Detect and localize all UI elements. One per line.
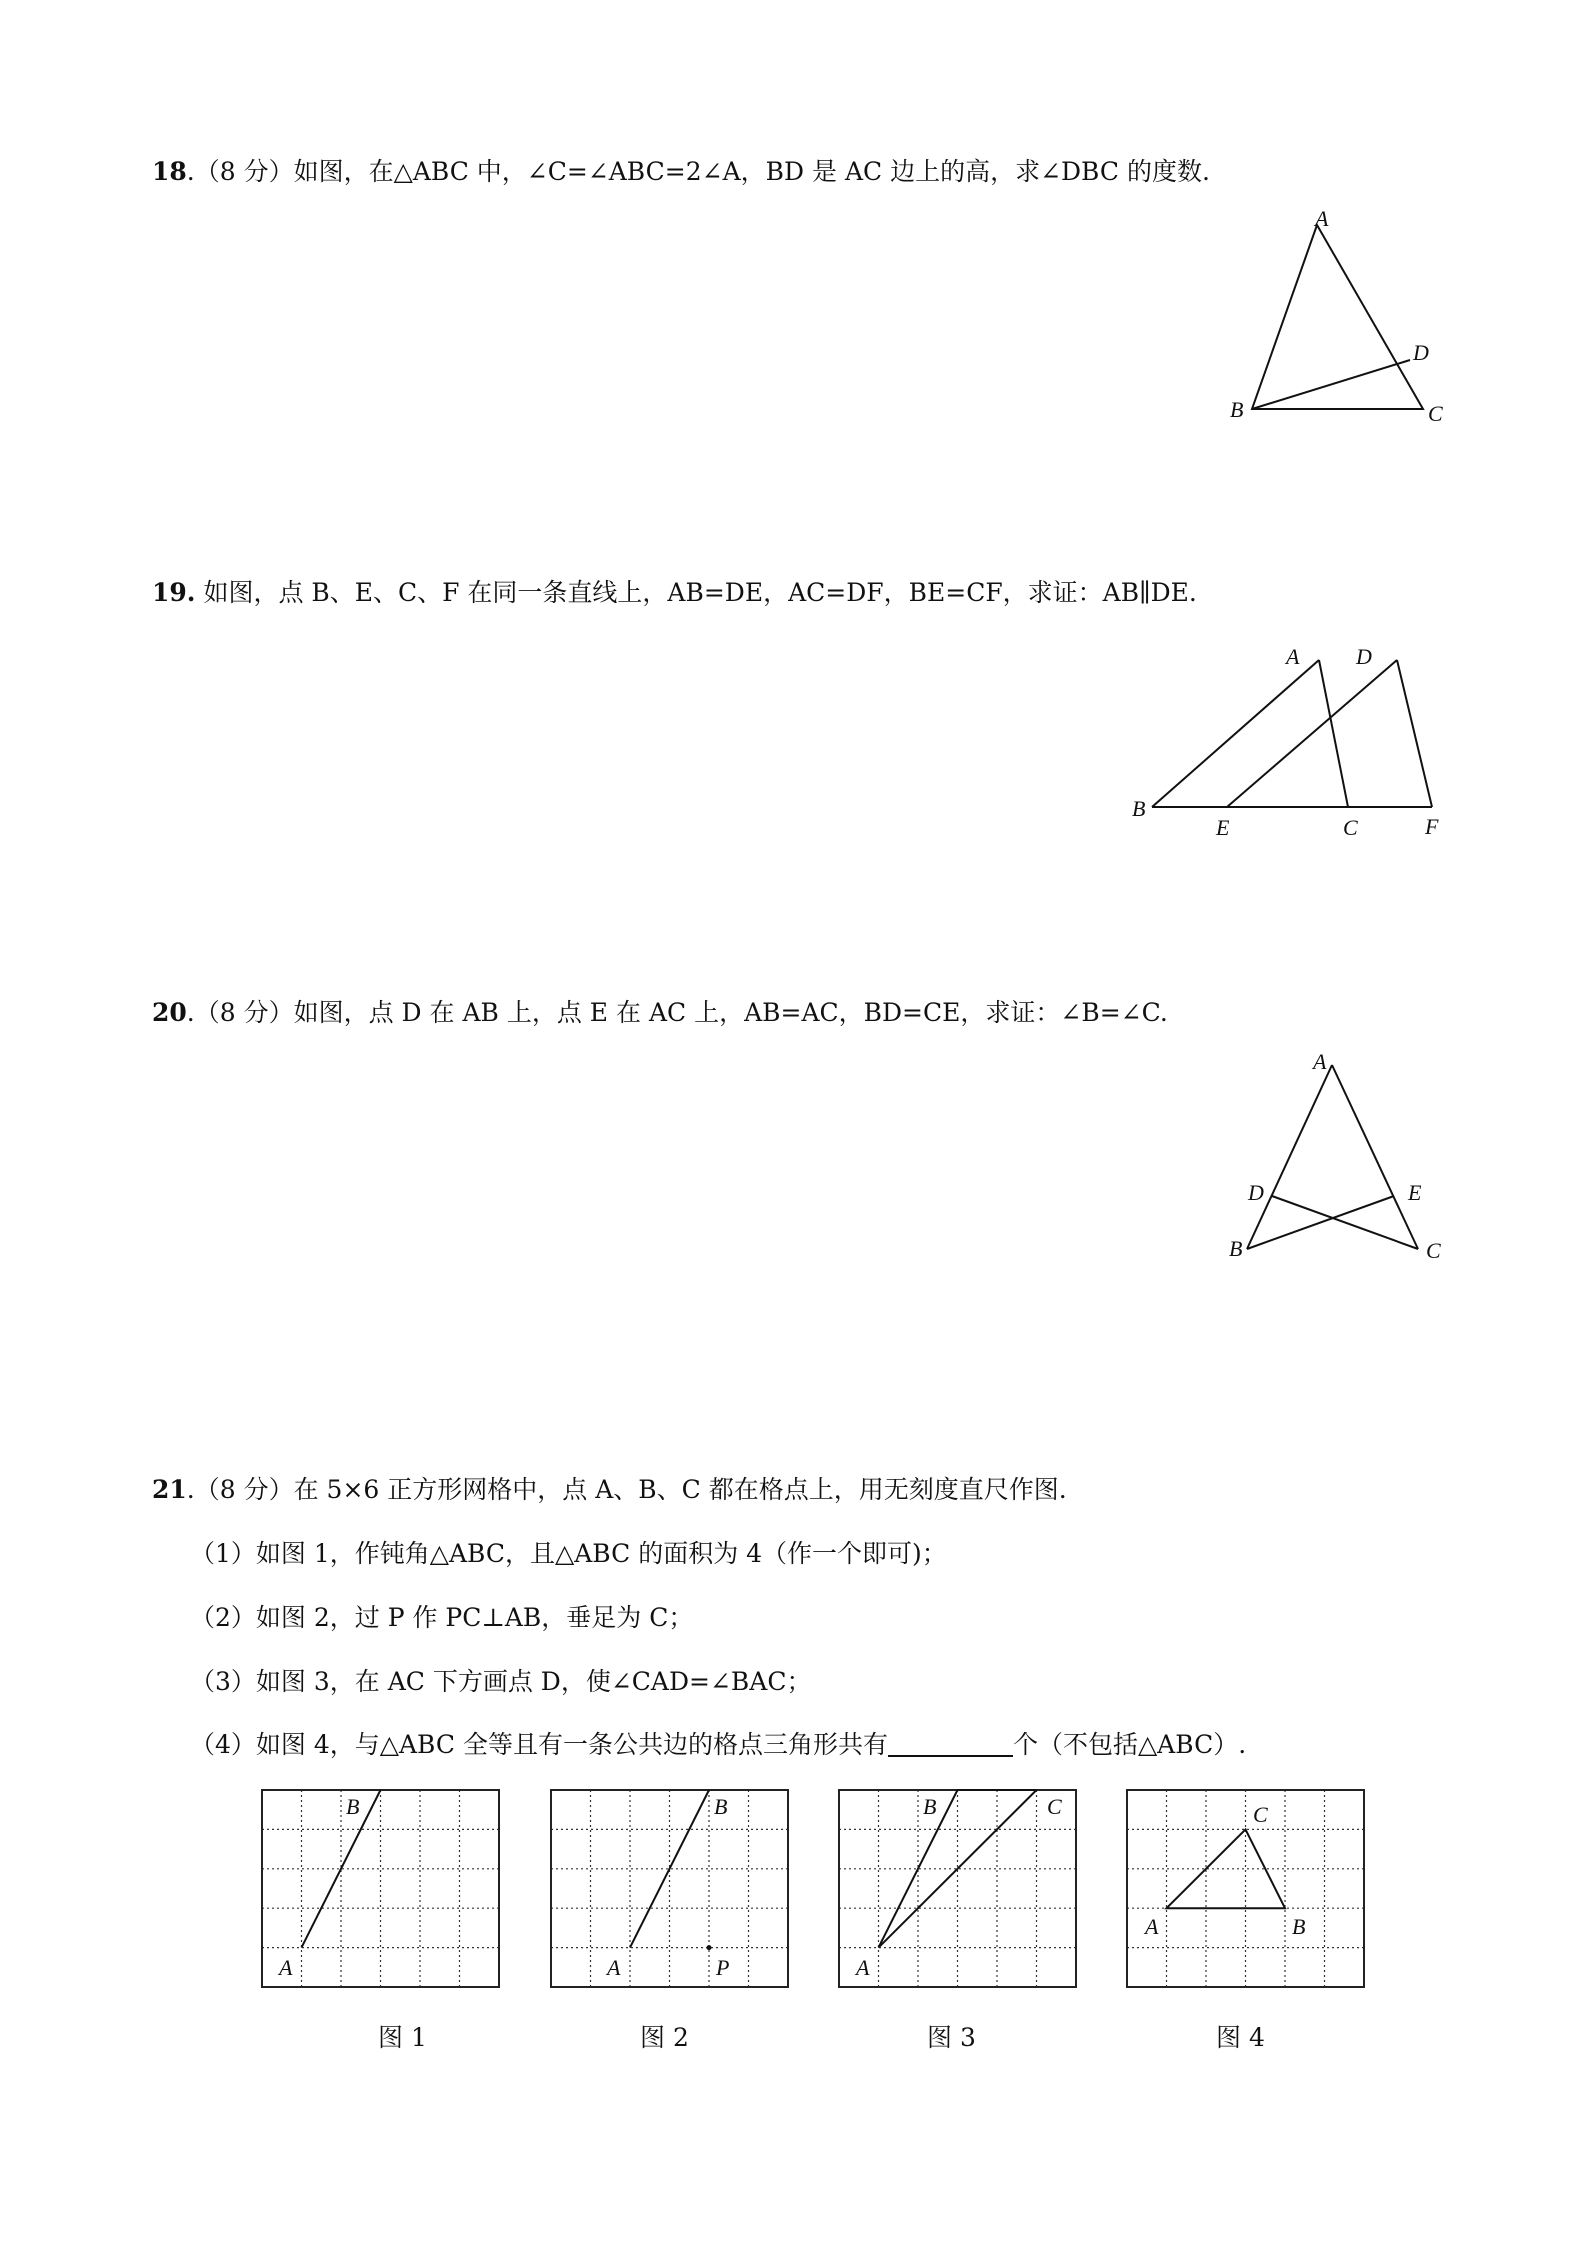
grid-frame bbox=[551, 1790, 788, 1987]
question-text: .（8 分）在 5×6 正方形网格中，点 A、B、C 都在格点上，用无刻度直尺作图. bbox=[186, 1475, 1067, 1504]
label-a: A bbox=[1315, 206, 1329, 231]
question-19 bbox=[152, 576, 1197, 610]
label-f: F bbox=[1425, 814, 1439, 839]
label-a: A bbox=[856, 1955, 870, 1980]
question-number: 20 bbox=[152, 998, 187, 1027]
label-e: E bbox=[1216, 815, 1230, 840]
q20-figure bbox=[1220, 1045, 1480, 1270]
grid-lines bbox=[1127, 1790, 1364, 1987]
question-number: 19. bbox=[152, 578, 196, 607]
label-b: B bbox=[714, 1794, 728, 1819]
label-b: B bbox=[923, 1794, 937, 1819]
label-p: P bbox=[716, 1955, 730, 1980]
segment-eb bbox=[1247, 1196, 1394, 1249]
grid-figure-3 bbox=[839, 1790, 1079, 1995]
figure-2-caption: 图 2 bbox=[640, 2023, 689, 2052]
answer-blank[interactable] bbox=[888, 1729, 1013, 1757]
segment-ac bbox=[1319, 660, 1348, 807]
grid-frame bbox=[839, 1790, 1076, 1987]
label-c: C bbox=[1253, 1802, 1268, 1827]
label-b: B bbox=[1230, 397, 1244, 422]
grid-lines bbox=[551, 1790, 788, 1987]
label-d: D bbox=[1248, 1180, 1264, 1205]
grid-frame bbox=[262, 1790, 499, 1987]
question-text: 如图，点 B、E、C、F 在同一条直线上，AB=DE，AC=DF，BE=CF，求证：AB∥DE. bbox=[195, 578, 1197, 607]
question-21 bbox=[152, 1473, 1067, 1507]
label-b: B bbox=[1132, 796, 1146, 821]
label-b: B bbox=[1292, 1914, 1306, 1939]
question-20 bbox=[152, 996, 1168, 1030]
question-text: .（8 分）如图，点 D 在 AB 上，点 E 在 AC 上，AB=AC，BD=CE，求证：∠B=∠C. bbox=[186, 998, 1168, 1027]
label-a: A bbox=[1286, 644, 1300, 669]
point-p bbox=[707, 1945, 712, 1950]
q19-figure bbox=[1120, 630, 1500, 840]
figure-1-caption: 图 1 bbox=[378, 2023, 427, 2052]
label-a: A bbox=[279, 1955, 293, 1980]
grid-lines bbox=[839, 1790, 1076, 1987]
q18-triangle-figure bbox=[1230, 205, 1470, 435]
label-c: C bbox=[1426, 1238, 1441, 1263]
label-d: D bbox=[1356, 644, 1372, 669]
grid-figure-2 bbox=[551, 1790, 791, 1995]
grid-figure-4 bbox=[1127, 1790, 1367, 1995]
q21-part-3: （3）如图 3，在 AC 下方画点 D，使∠CAD=∠BAC； bbox=[190, 1667, 812, 1696]
q21-part-4 bbox=[190, 1728, 1246, 1762]
label-b: B bbox=[346, 1794, 360, 1819]
q21-part-2: （2）如图 2，过 P 作 PC⊥AB，垂足为 C； bbox=[190, 1603, 694, 1632]
label-b: B bbox=[1229, 1236, 1243, 1261]
grid-figure-1 bbox=[262, 1790, 502, 1995]
segment-df bbox=[1397, 660, 1432, 807]
triangle-abc bbox=[1252, 225, 1423, 409]
question-number: 18 bbox=[152, 157, 187, 186]
question-18 bbox=[152, 155, 1210, 189]
label-a: A bbox=[607, 1955, 621, 1980]
label-c: C bbox=[1343, 815, 1358, 840]
segment-ab bbox=[1247, 1065, 1332, 1249]
q21-part-1: （1）如图 1，作钝角△ABC，且△ABC 的面积为 4（作一个即可)； bbox=[190, 1539, 947, 1568]
segment-ab bbox=[1152, 660, 1319, 807]
label-a: A bbox=[1313, 1049, 1327, 1074]
part-4-text: （4）如图 4，与△ABC 全等且有一条公共边的格点三角形共有 bbox=[190, 1730, 888, 1759]
label-e: E bbox=[1408, 1180, 1422, 1205]
grid-frame bbox=[1127, 1790, 1364, 1987]
label-a: A bbox=[1145, 1914, 1159, 1939]
label-c: C bbox=[1428, 401, 1443, 426]
label-c: C bbox=[1047, 1794, 1062, 1819]
question-text: .（8 分）如图，在△ABC 中，∠C=∠ABC=2∠A，BD 是 AC 边上的高，求∠DBC 的度数. bbox=[186, 157, 1210, 186]
segment-de bbox=[1227, 660, 1397, 807]
figure-4-caption: 图 4 bbox=[1216, 2023, 1265, 2052]
figure-3-caption: 图 3 bbox=[927, 2023, 976, 2052]
question-number: 21 bbox=[152, 1475, 187, 1504]
segment-bd bbox=[1252, 360, 1410, 409]
label-d: D bbox=[1413, 340, 1429, 365]
grid-lines bbox=[262, 1790, 499, 1987]
segment-ac bbox=[879, 1790, 1037, 1948]
part-4-text-end: 个（不包括△ABC）. bbox=[1012, 1730, 1247, 1759]
